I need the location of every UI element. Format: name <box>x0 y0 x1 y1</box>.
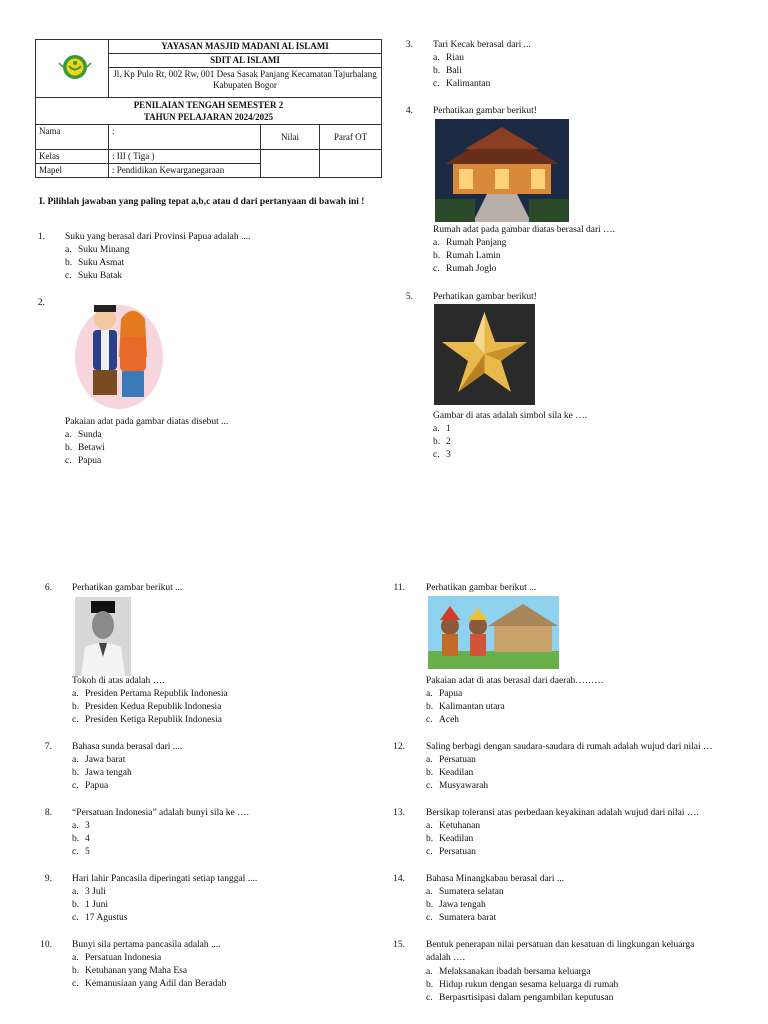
option-letter: a. <box>72 953 79 963</box>
option-letter: a. <box>433 238 440 248</box>
option-text: Ketuhanan <box>439 821 481 831</box>
answer-option[interactable] <box>72 688 228 701</box>
option-letter: c. <box>433 79 440 90</box>
question-text: Hari lahir Pancasila diperingati setiap tanggal .... <box>72 874 258 884</box>
question-number: 9. <box>44 874 52 884</box>
option-text: Persatuan <box>439 755 476 765</box>
answer-option[interactable] <box>433 65 462 78</box>
option-letter: b. <box>72 702 80 713</box>
nilai-label: Nilai <box>261 125 320 150</box>
option-letter: b. <box>426 900 434 911</box>
option-letter: c. <box>426 715 433 726</box>
option-text: Betawi <box>78 443 105 454</box>
option-letter: c. <box>426 781 433 792</box>
question-number: 14. <box>393 874 405 884</box>
option-text: 4 <box>85 834 90 845</box>
exam-name: PENILAIAN TENGAH SEMESTER 2 <box>133 100 284 110</box>
option-letter: a. <box>72 689 79 699</box>
option-text: Papua <box>78 456 102 467</box>
option-letter: c. <box>433 450 440 461</box>
question-subtext: Gambar di atas adalah simbol sila ke …. <box>433 411 588 421</box>
option-letter: a. <box>65 245 72 255</box>
question-text: Bersikap toleransi atas perbedaan keyakinan adalah wujud dari nilai …. <box>426 808 699 818</box>
option-letter: b. <box>433 251 441 262</box>
option-text: Aceh <box>439 715 460 726</box>
option-text: Suku Minang <box>78 245 130 255</box>
exam-title <box>36 98 382 125</box>
question-number: 12. <box>393 742 405 752</box>
option-letter: b. <box>72 834 80 845</box>
option-text: 1 Juni <box>85 900 108 911</box>
option-letter: c. <box>72 781 79 792</box>
answer-option[interactable] <box>72 886 106 899</box>
answer-option[interactable] <box>426 992 613 1005</box>
answer-option[interactable] <box>433 449 451 462</box>
question-text: Bentuk penerapan nilai persatuan dan kesatuan di lingkungan keluarga <box>426 940 695 950</box>
option-letter: a. <box>72 821 79 831</box>
option-letter: b. <box>433 437 441 448</box>
answer-option[interactable] <box>72 833 90 846</box>
option-text: Rumah Lamin <box>446 251 501 262</box>
foundation-name: YAYASAN MASJID MADANI AL ISLAMI <box>109 40 382 54</box>
option-text: Bali <box>446 66 462 77</box>
answer-option[interactable] <box>65 455 101 468</box>
option-text: Ketuhanan yang Maha Esa <box>85 966 188 977</box>
answer-option[interactable] <box>72 780 108 793</box>
option-letter: b. <box>72 768 80 779</box>
option-letter: c. <box>426 993 433 1004</box>
question-number: 6. <box>44 583 52 593</box>
logo-cell <box>36 40 109 98</box>
answer-option[interactable] <box>433 237 506 250</box>
option-text: Kalimantan <box>446 79 491 90</box>
option-letter: b. <box>65 258 73 269</box>
question-number: 2. <box>37 298 45 308</box>
answer-option[interactable] <box>426 846 476 859</box>
option-text: Persatuan Indonesia <box>85 953 162 963</box>
option-letter: c. <box>65 456 72 467</box>
option-letter: b. <box>426 834 434 845</box>
option-text: Berpasrtisipasi dalam pengambilan keputusan <box>439 993 614 1004</box>
option-letter: c. <box>72 913 79 924</box>
question-text: Perhatikan gambar berikut! <box>433 292 537 302</box>
answer-option[interactable] <box>433 423 451 436</box>
question-text: Perhatikan gambar berikut ... <box>72 583 183 593</box>
header-table <box>35 39 382 178</box>
option-text: Keadilan <box>439 834 474 845</box>
option-text: Rumah Panjang <box>446 238 507 248</box>
soekarno-portrait-image <box>75 597 131 676</box>
option-letter: b. <box>433 66 441 77</box>
answer-option[interactable] <box>433 263 496 276</box>
option-letter: c. <box>426 847 433 858</box>
option-letter: a. <box>426 755 433 765</box>
papua-clothes-image <box>428 596 559 669</box>
paraf-box[interactable] <box>320 150 382 178</box>
kelas-label: Kelas <box>36 150 109 164</box>
question-number: 10. <box>40 940 52 950</box>
question-number: 3. <box>405 40 413 50</box>
question-text: Bunyi sila pertama pancasila adalah .... <box>72 940 221 950</box>
option-text: Presiden Pertama Republik Indonesia <box>85 689 228 699</box>
option-letter: a. <box>65 430 72 440</box>
answer-option[interactable] <box>65 429 102 442</box>
question-text: Pakaian adat pada gambar diatas disebut ... <box>65 417 229 427</box>
answer-option[interactable] <box>72 952 161 965</box>
answer-option[interactable] <box>72 978 226 991</box>
option-text: 2 <box>446 437 451 448</box>
answer-option[interactable] <box>426 912 496 925</box>
answer-option[interactable] <box>433 436 451 449</box>
option-letter: b. <box>426 702 434 713</box>
option-text: Hidup rukun dengan sesama keluarga di rumah <box>439 980 619 991</box>
option-letter: a. <box>426 967 433 977</box>
answer-option[interactable] <box>433 78 490 91</box>
option-text: Presiden Ketiga Republik Indonesia <box>85 715 222 726</box>
answer-option[interactable] <box>72 912 128 925</box>
answer-option[interactable] <box>426 966 591 979</box>
answer-option[interactable] <box>426 714 459 727</box>
option-text: 1 <box>446 424 451 434</box>
option-letter: a. <box>72 887 79 897</box>
school-name: SDIT AL ISLAMI <box>109 54 382 68</box>
option-text: Jawa barat <box>85 755 126 765</box>
question-subtext: Rumah adat pada gambar diatas berasal dari …. <box>433 225 616 235</box>
option-text: Presiden Kedua Republik Indonesia <box>85 702 222 713</box>
answer-option[interactable] <box>426 899 486 912</box>
question-text: “Persatuan Indonesia” adalah bunyi sila ke …. <box>72 808 250 818</box>
question-text: Tari Kecak berasal dari ... <box>433 40 531 50</box>
option-letter: a. <box>72 755 79 765</box>
answer-option[interactable] <box>426 767 473 780</box>
question-number: 4. <box>405 106 413 116</box>
option-text: 17 Agustus <box>85 913 128 924</box>
option-letter: b. <box>72 900 80 911</box>
question-text: Saling berbagi dengan saudara-saudara di rumah adalah wujud dari nilai … <box>426 742 713 752</box>
option-text: Suku Asmat <box>78 258 125 269</box>
answer-option[interactable] <box>426 701 505 714</box>
answer-option[interactable] <box>433 250 501 263</box>
question-text: Suku yang berasal dari Provinsi Papua adalah .... <box>65 232 251 242</box>
option-letter: b. <box>72 966 80 977</box>
instruction: I. Pilihlah jawaban yang paling tepat a,b,c atau d dari pertanyaan di bawah ini ! <box>39 197 365 207</box>
option-text: Sunda <box>78 430 102 440</box>
option-text: Jawa tengah <box>439 900 486 911</box>
answer-option[interactable] <box>72 754 125 767</box>
answer-option[interactable] <box>65 244 129 257</box>
question-text: Bahasa sunda berasal dari .... <box>72 742 183 752</box>
option-text: 3 <box>446 450 451 461</box>
option-text: Jawa tengah <box>85 768 132 779</box>
option-text: Papua <box>85 781 109 792</box>
option-text: Musyawarah <box>439 781 489 792</box>
nama-value[interactable]: : <box>109 125 261 150</box>
question-text: Perhatikan gambar berikut! <box>433 106 537 116</box>
option-text: Melaksanakan ibadah bersama keluarga <box>439 967 591 977</box>
option-letter: b. <box>426 980 434 991</box>
answer-option[interactable] <box>433 52 464 65</box>
option-letter: b. <box>426 768 434 779</box>
option-letter: a. <box>433 424 440 434</box>
school-address: Jl. Kp Pulo Rt, 002 Rw, 001 Desa Sasak Panjang Kecamatan Tajurhalang Kabupaten Bogor <box>109 68 382 98</box>
question-number: 11. <box>393 583 405 593</box>
option-text: Sumatera selatan <box>439 887 504 897</box>
option-text: Riau <box>446 53 464 63</box>
answer-option[interactable] <box>72 701 221 714</box>
answer-option[interactable] <box>65 270 122 283</box>
option-text: Suku Batak <box>78 271 123 282</box>
option-text: Kemanusiaan yang Adil dan Beradab <box>85 979 227 990</box>
question-text: Bahasa Minangkabau berasal dari ... <box>426 874 564 884</box>
nama-label: Nama <box>36 125 109 150</box>
nilai-box[interactable] <box>261 150 320 178</box>
answer-option[interactable] <box>72 965 187 978</box>
school-logo-icon <box>39 41 105 93</box>
answer-option[interactable] <box>72 714 222 727</box>
mapel-value: : Pendidikan Kewarganegaraan <box>109 164 261 178</box>
option-letter: a. <box>426 689 433 699</box>
answer-option[interactable] <box>72 767 132 780</box>
option-letter: c. <box>433 264 440 275</box>
kelas-value: : III ( Tiga ) <box>109 150 261 164</box>
option-text: 5 <box>85 847 90 858</box>
answer-option[interactable] <box>426 780 488 793</box>
answer-option[interactable] <box>72 899 108 912</box>
question-number: 7. <box>44 742 52 752</box>
exam-year: TAHUN PELAJARAN 2024/2025 <box>143 112 274 122</box>
answer-option[interactable] <box>72 820 90 833</box>
answer-option[interactable] <box>426 754 476 767</box>
option-text: 3 <box>85 821 90 831</box>
answer-option[interactable] <box>426 820 480 833</box>
option-text: Persatuan <box>439 847 476 858</box>
paraf-label: Paraf OT <box>320 125 382 150</box>
option-letter: a. <box>433 53 440 63</box>
option-letter: b. <box>65 443 73 454</box>
question-number: 13. <box>393 808 405 818</box>
option-letter: c. <box>72 979 79 990</box>
option-text: Sumatera barat <box>439 913 497 924</box>
answer-option[interactable] <box>65 257 124 270</box>
option-text: 3 Juli <box>85 887 106 897</box>
traditional-clothes-image <box>73 297 165 409</box>
option-letter: c. <box>72 847 79 858</box>
question-number: 1. <box>37 232 45 242</box>
answer-option[interactable] <box>426 886 504 899</box>
answer-option[interactable] <box>426 688 462 701</box>
question-number: 15. <box>393 940 405 950</box>
option-text: Kalimantan utara <box>439 702 505 713</box>
question-subtext: adalah …. <box>426 953 466 963</box>
answer-option[interactable] <box>65 442 105 455</box>
question-subtext: Tokoh di atas adalah …. <box>72 676 165 686</box>
answer-option[interactable] <box>426 979 618 992</box>
option-letter: c. <box>65 271 72 282</box>
question-number: 5. <box>405 292 413 302</box>
option-text: Papua <box>439 689 463 699</box>
option-letter: c. <box>72 715 79 726</box>
option-letter: a. <box>426 821 433 831</box>
answer-option[interactable] <box>72 846 90 859</box>
joglo-house-image <box>435 119 569 222</box>
option-letter: a. <box>426 887 433 897</box>
question-text: Perhatikan gambar berikut ... <box>426 583 537 593</box>
question-number: 8. <box>44 808 52 818</box>
option-letter: c. <box>426 913 433 924</box>
question-subtext: Pakaian adat di atas berasal dari daerah……… <box>426 676 604 686</box>
option-text: Keadilan <box>439 768 474 779</box>
mapel-label: Mapel <box>36 164 109 178</box>
answer-option[interactable] <box>426 833 473 846</box>
star-symbol-image <box>434 304 535 405</box>
option-text: Rumah Joglo <box>446 264 497 275</box>
